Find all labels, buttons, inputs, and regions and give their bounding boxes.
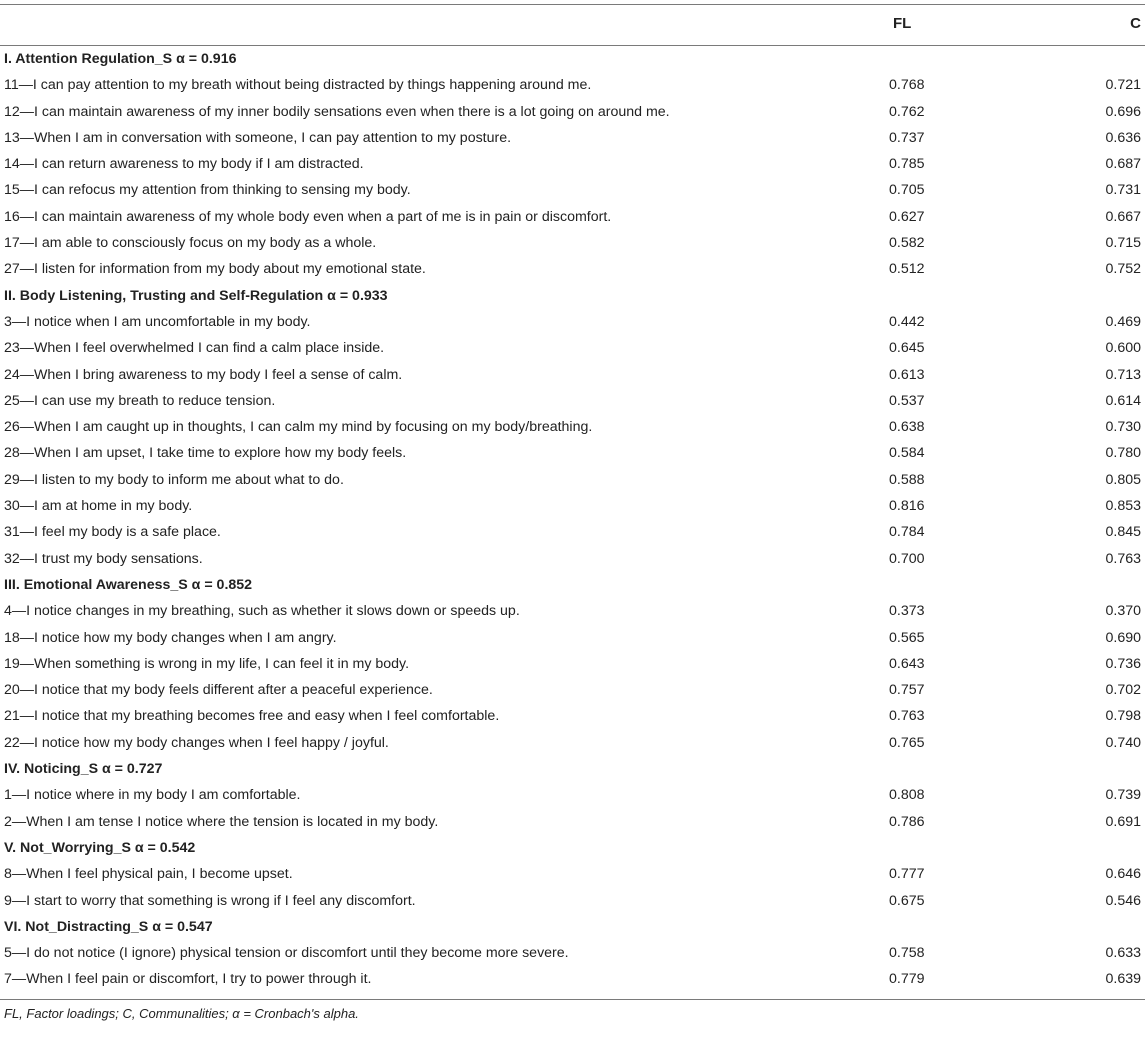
communality-value: 0.713 [1105,366,1141,383]
table-row [0,177,1145,203]
communality-value: 0.690 [1105,629,1141,646]
communality-value: 0.739 [1105,787,1141,804]
table-row [0,256,1145,282]
header-c: C [1130,15,1141,32]
item-label: 17—I am able to consciously focus on my body as a whole. [4,235,377,252]
item-label: 13—When I am in conversation with someone, I can pay attention to my posture. [4,129,512,146]
item-label: 30—I am at home in my body. [4,498,193,515]
table-row [0,72,1145,98]
factor-loading-value: 0.785 [889,156,925,173]
section-row [0,914,1145,940]
item-label: 28—When I am upset, I take time to explore how my body feels. [4,445,407,462]
communality-value: 0.798 [1105,708,1141,725]
item-label: 24—When I bring awareness to my body I feel a sense of calm. [4,366,403,383]
factor-loading-value: 0.816 [889,498,925,515]
table-row [0,125,1145,151]
item-label: 9—I start to worry that something is wrong if I feel any discomfort. [4,892,416,909]
factor-loading-value: 0.638 [889,419,925,436]
item-label: 23—When I feel overwhelmed I can find a calm place inside. [4,340,385,357]
item-label: 18—I notice how my body changes when I am angry. [4,629,337,646]
communality-value: 0.546 [1105,892,1141,909]
communality-value: 0.731 [1105,182,1141,199]
item-label: 5—I do not notice (I ignore) physical tension or discomfort until they become more severe. [4,945,569,962]
table-row [0,966,1145,992]
communality-value: 0.636 [1105,129,1141,146]
section-title: III. Emotional Awareness_S α = 0.852 [4,576,253,593]
section-title: II. Body Listening, Trusting and Self-Regulation α = 0.933 [4,287,388,304]
factor-loading-value: 0.584 [889,445,925,462]
factor-loading-value: 0.442 [889,313,925,330]
communality-value: 0.752 [1105,261,1141,278]
table-row [0,782,1145,808]
factor-loading-value: 0.705 [889,182,925,199]
table-row [0,677,1145,703]
communality-value: 0.740 [1105,734,1141,751]
item-label: 3—I notice when I am uncomfortable in my body. [4,313,311,330]
factor-loading-value: 0.373 [889,603,925,620]
item-label: 27—I listen for information from my body about my emotional state. [4,261,426,278]
factor-loading-value: 0.737 [889,129,925,146]
section-row [0,756,1145,782]
item-label: 4—I notice changes in my breathing, such as whether it slows down or speeds up. [4,603,520,620]
item-label: 32—I trust my body sensations. [4,550,203,567]
section-title: V. Not_Worrying_S α = 0.542 [4,839,196,856]
table-row [0,493,1145,519]
table-row [0,204,1145,230]
item-label: 8—When I feel physical pain, I become upset. [4,866,293,883]
table-row [0,467,1145,493]
factor-loading-value: 0.700 [889,550,925,567]
item-label: 1—I notice where in my body I am comfortable. [4,787,301,804]
communality-value: 0.853 [1105,498,1141,515]
communality-value: 0.702 [1105,682,1141,699]
table-row [0,651,1145,677]
factor-loading-value: 0.565 [889,629,925,646]
item-label: 15—I can refocus my attention from thinking to sensing my body. [4,182,411,199]
section-row [0,283,1145,309]
communality-value: 0.370 [1105,603,1141,620]
factor-loading-value: 0.779 [889,971,925,988]
communality-value: 0.600 [1105,340,1141,357]
table-body [0,46,1145,993]
table-row [0,730,1145,756]
factor-loading-value: 0.763 [889,708,925,725]
table-row [0,940,1145,966]
factor-loading-value: 0.512 [889,261,925,278]
item-label: 2—When I am tense I notice where the tension is located in my body. [4,813,439,830]
table-row [0,440,1145,466]
factor-loading-value: 0.643 [889,655,925,672]
communality-value: 0.805 [1105,471,1141,488]
factor-loading-value: 0.765 [889,734,925,751]
table-note: FL, Factor loadings; C, Communalities; α = Cronbach's alpha. [4,1005,359,1021]
item-label: 12—I can maintain awareness of my inner bodily sensations even when there is a lot going on around me. [4,103,670,120]
factor-loading-value: 0.627 [889,208,925,225]
table-row [0,99,1145,125]
table-row [0,625,1145,651]
table-row [0,309,1145,335]
communality-value: 0.614 [1105,392,1141,409]
table-row [0,809,1145,835]
communality-value: 0.691 [1105,813,1141,830]
section-title: I. Attention Regulation_S α = 0.916 [4,51,237,67]
factor-loading-value: 0.757 [889,682,925,699]
factor-loading-value: 0.784 [889,524,925,541]
table-header [0,5,1145,46]
communality-value: 0.780 [1105,445,1141,462]
item-label: 19—When something is wrong in my life, I can feel it in my body. [4,655,410,672]
factor-loading-value: 0.762 [889,103,925,120]
table-row [0,519,1145,545]
communality-value: 0.687 [1105,156,1141,173]
factor-loading-value: 0.768 [889,77,925,94]
item-label: 21—I notice that my breathing becomes free and easy when I feel comfortable. [4,708,500,725]
item-label: 20—I notice that my body feels different after a peaceful experience. [4,682,433,699]
factor-loading-value: 0.645 [889,340,925,357]
communality-value: 0.715 [1105,235,1141,252]
communality-value: 0.845 [1105,524,1141,541]
item-label: 26—When I am caught up in thoughts, I can calm my mind by focusing on my body/breathing. [4,419,593,436]
factor-loading-value: 0.758 [889,945,925,962]
factor-loading-value: 0.777 [889,866,925,883]
factor-loading-value: 0.537 [889,392,925,409]
factor-loading-value: 0.613 [889,366,925,383]
header-fl: FL [893,15,912,32]
table-row [0,230,1145,256]
loadings-table [0,4,1145,1021]
table-row [0,861,1145,887]
table-row [0,546,1145,572]
factor-loading-value: 0.786 [889,813,925,830]
communality-value: 0.696 [1105,103,1141,120]
communality-value: 0.763 [1105,550,1141,567]
communality-value: 0.667 [1105,208,1141,225]
table-row [0,388,1145,414]
communality-value: 0.721 [1105,77,1141,94]
communality-value: 0.469 [1105,313,1141,330]
factor-loading-value: 0.588 [889,471,925,488]
table-row [0,362,1145,388]
section-row [0,46,1145,72]
factor-loading-value: 0.582 [889,235,925,252]
item-label: 11—I can pay attention to my breath without being distracted by things happening around me. [4,77,592,94]
factor-loading-value: 0.675 [889,892,925,909]
item-label: 25—I can use my breath to reduce tension. [4,392,276,409]
item-label: 16—I can maintain awareness of my whole body even when a part of me is in pain or discomfort. [4,208,612,225]
item-label: 14—I can return awareness to my body if I am distracted. [4,156,364,173]
communality-value: 0.730 [1105,419,1141,436]
table-row [0,151,1145,177]
section-title: IV. Noticing_S α = 0.727 [4,761,163,778]
item-label: 22—I notice how my body changes when I feel happy / joyful. [4,734,389,751]
section-row [0,835,1145,861]
item-label: 31—I feel my body is a safe place. [4,524,221,541]
item-label: 29—I listen to my body to inform me about what to do. [4,471,344,488]
communality-value: 0.736 [1105,655,1141,672]
table-row [0,598,1145,624]
item-label: 7—When I feel pain or discomfort, I try to power through it. [4,971,372,988]
section-row [0,572,1145,598]
communality-value: 0.646 [1105,866,1141,883]
table-row [0,335,1145,361]
section-title: VI. Not_Distracting_S α = 0.547 [4,918,213,935]
table-row [0,703,1145,729]
communality-value: 0.639 [1105,971,1141,988]
factor-loading-value: 0.808 [889,787,925,804]
table-row [0,414,1145,440]
table-row [0,888,1145,914]
communality-value: 0.633 [1105,945,1141,962]
